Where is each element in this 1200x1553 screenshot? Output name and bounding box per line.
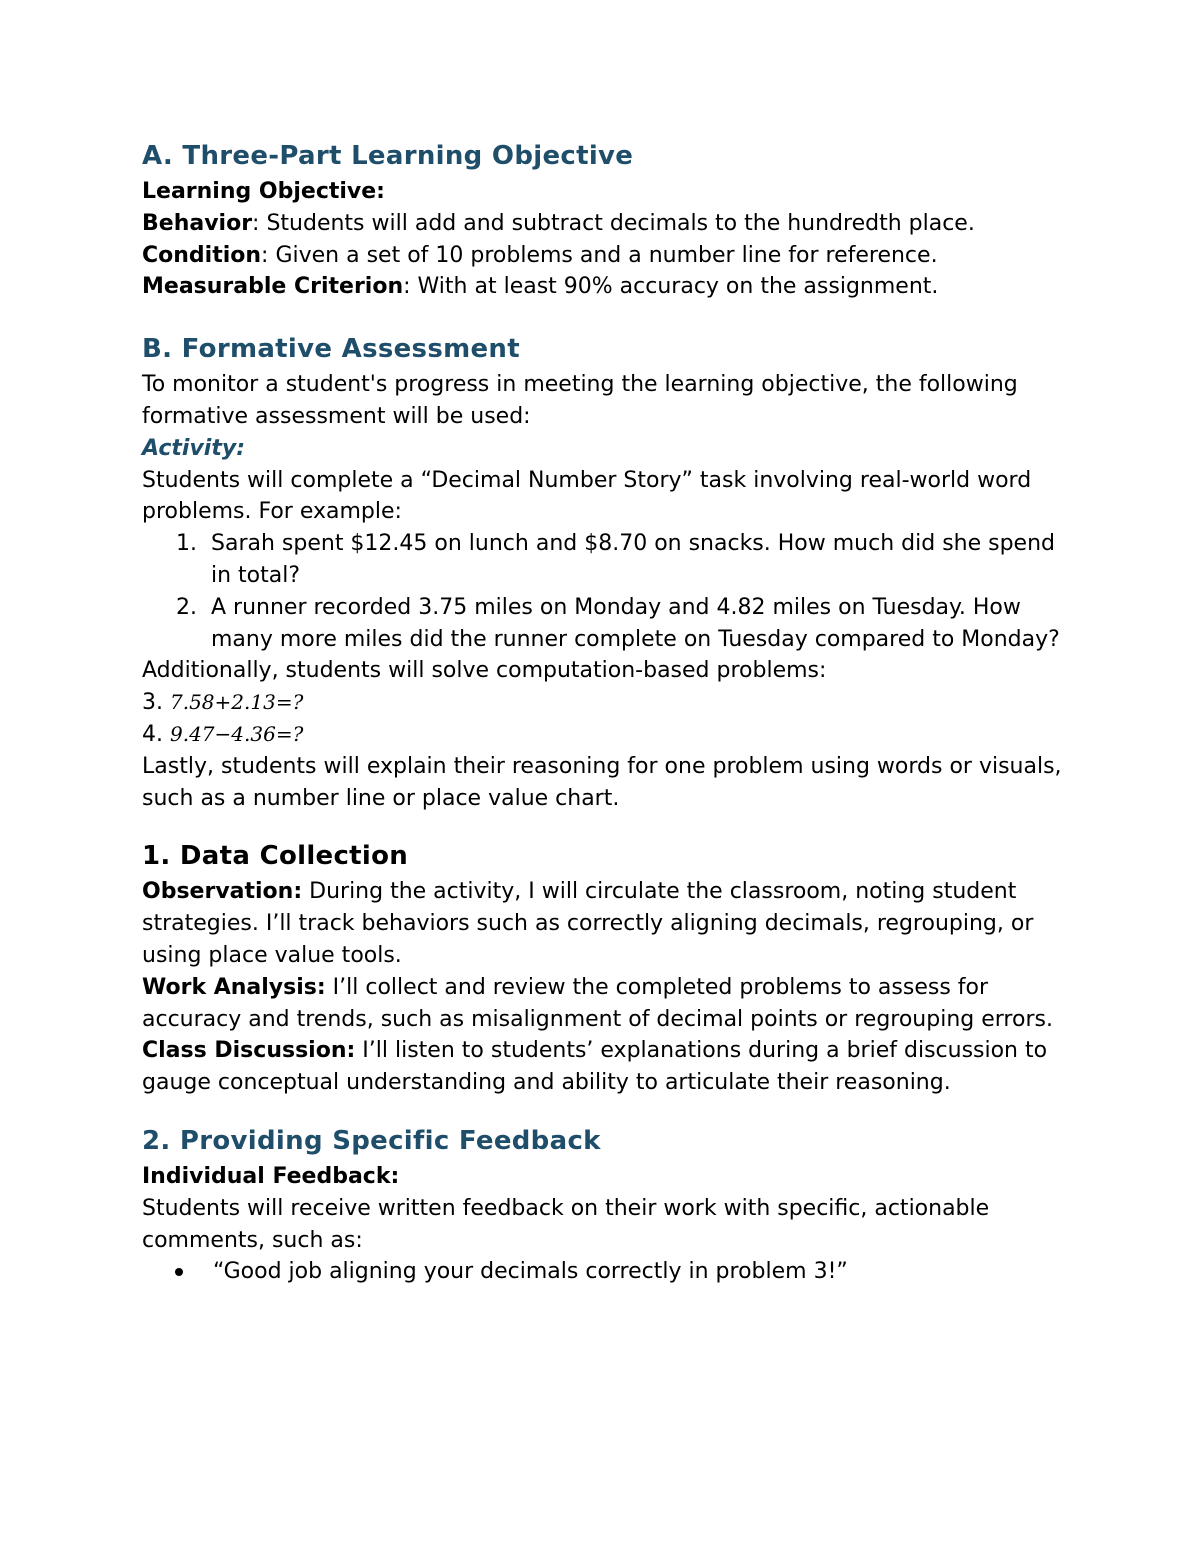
list-item-text: A runner recorded 3.75 miles on Monday and 4.82 miles on Tuesday. How many more miles did the runner complete on Tuesday compared to Monday? xyxy=(211,594,1060,652)
learning-objective-subheading: Learning Objective: xyxy=(142,179,385,204)
problem-4 xyxy=(142,719,1072,751)
activity-text: Students will complete a “Decimal Number Story” task involving real-world word problems. For example: xyxy=(142,467,1032,525)
problem-4-equation: 9.47−4.36=? xyxy=(170,721,304,746)
class-discussion-label: Class Discussion: xyxy=(142,1038,356,1064)
list-item xyxy=(142,592,1072,656)
problem-3 xyxy=(142,687,1072,719)
problem-3-equation: 7.58+2.13=? xyxy=(170,690,304,715)
section-1-heading: 1. Data Collection xyxy=(142,841,409,872)
feedback-bullet-list xyxy=(142,1256,1072,1288)
work-analysis-text: I’ll collect and review the completed problems to assess for accuracy and trends, such as misalignment of decimal points or regrouping errors. xyxy=(142,974,1053,1032)
work-analysis-label: Work Analysis: xyxy=(142,974,326,1000)
list-item-text: “Good job aligning your decimals correctly in problem 3!” xyxy=(213,1259,848,1285)
document-page xyxy=(142,136,1072,1288)
behavior-label: Behavior xyxy=(142,210,253,236)
individual-feedback-subheading: Individual Feedback: xyxy=(142,1163,400,1189)
list-number: 1. xyxy=(176,531,197,557)
assessment-intro: To monitor a student's progress in meeting the learning objective, the following formative assessment will be used: xyxy=(142,372,1018,429)
behavior-line xyxy=(142,208,1072,240)
section-a-heading: A. Three-Part Learning Objective xyxy=(142,141,634,171)
example-problem-list xyxy=(142,528,1072,655)
criterion-line xyxy=(142,271,1072,303)
class-discussion-paragraph xyxy=(142,1035,1072,1099)
criterion-label: Measurable Criterion xyxy=(142,274,404,300)
criterion-text: : With at least 90% accuracy on the assignment. xyxy=(403,274,939,300)
list-number: 2. xyxy=(176,594,197,620)
behavior-text: : Students will add and subtract decimals to the hundredth place. xyxy=(252,210,975,236)
lastly-text: Lastly, students will explain their reasoning for one problem using words or visuals, such as a number line or place value chart. xyxy=(142,753,1062,811)
activity-label: Activity: xyxy=(142,435,245,461)
class-discussion-text: I’ll listen to students’ explanations during a brief discussion to gauge conceptual understanding and ability to articulate their reasoning. xyxy=(142,1038,1048,1096)
condition-label: Condition xyxy=(142,242,262,268)
feedback-intro: Students will receive written feedback on their work with specific, actionable comments, such as: xyxy=(142,1195,990,1253)
section-b-heading: B. Formative Assessment xyxy=(142,334,520,365)
problem-3-number: 3. xyxy=(142,690,163,716)
work-analysis-paragraph xyxy=(142,972,1072,1036)
list-item-text: Sarah spent $12.45 on lunch and $8.70 on snacks. How much did she spend in total? xyxy=(211,531,1055,588)
observation-label: Observation: xyxy=(142,879,303,905)
condition-line xyxy=(142,240,1072,272)
list-item xyxy=(142,1256,1072,1288)
condition-text: : Given a set of 10 problems and a number line for reference. xyxy=(261,242,938,268)
observation-paragraph xyxy=(142,876,1072,971)
additional-text: Additionally, students will solve computation-based problems: xyxy=(142,658,827,684)
problem-4-number: 4. xyxy=(142,721,163,747)
bullet-icon xyxy=(175,1268,183,1276)
list-item xyxy=(142,528,1072,592)
section-2-heading: 2. Providing Specific Feedback xyxy=(142,1125,601,1156)
observation-text: During the activity, I will circulate the classroom, noting student strategies. I’ll track behaviors such as correctly aligning decimals, regrouping, or using place value tools. xyxy=(142,879,1034,968)
